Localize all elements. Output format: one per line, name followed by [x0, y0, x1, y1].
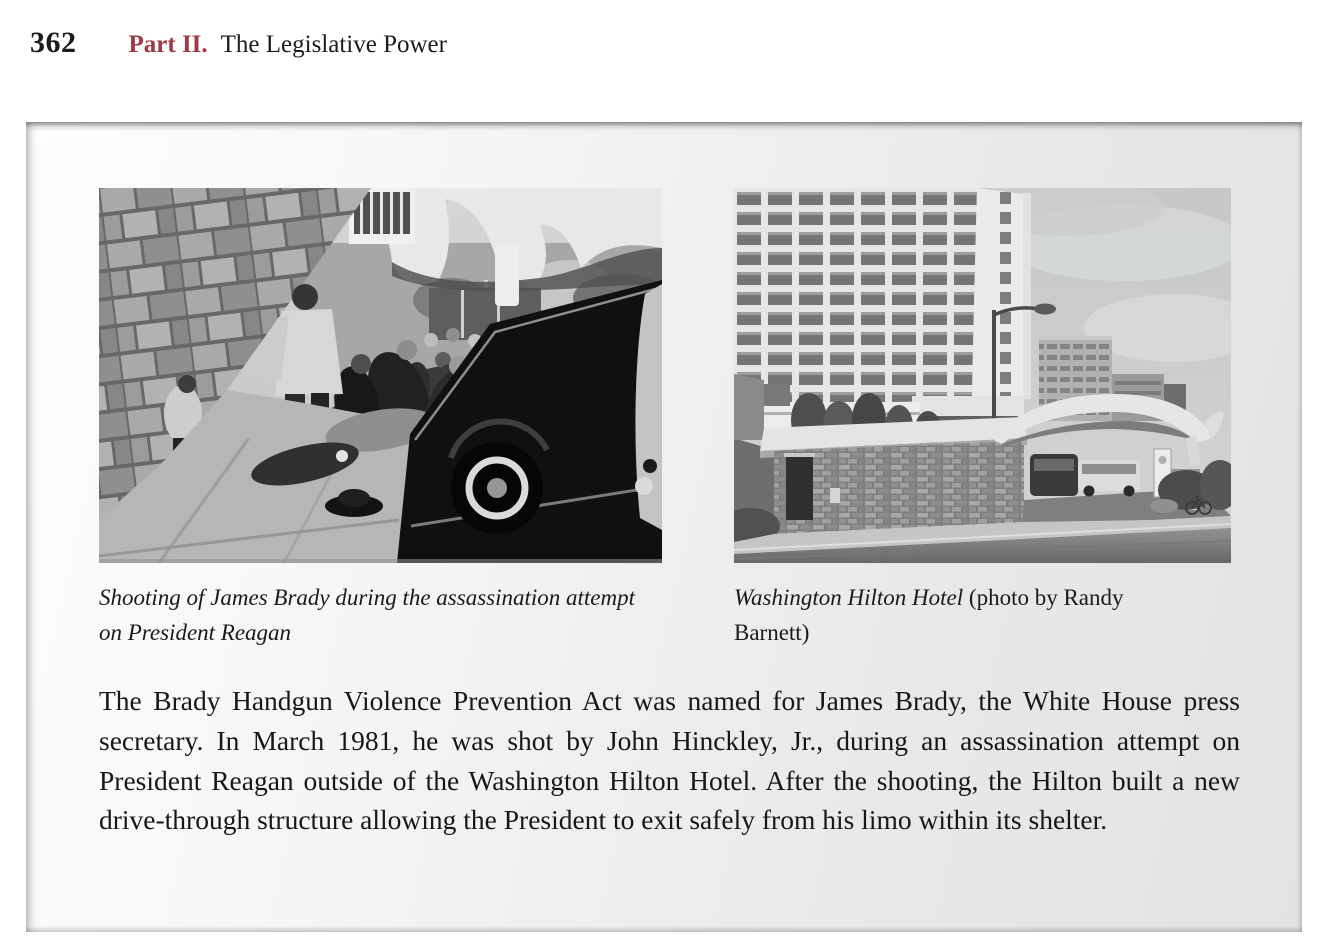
figure-brady-shooting — [99, 188, 662, 650]
box-top-edge — [26, 122, 1302, 131]
page-number: 362 — [30, 26, 77, 59]
caption-brady-italic: Shooting of James Brady during the assassination attempt on President Reagan — [99, 585, 636, 645]
box-bottom-edge — [26, 926, 1302, 932]
figure-hilton-hotel — [734, 188, 1231, 650]
photo-row — [99, 188, 1231, 650]
caption-brady-shooting — [99, 580, 644, 650]
part-title: The Legislative Power — [220, 31, 447, 58]
hotel-tower — [734, 188, 1031, 406]
photo-hilton-hotel — [734, 188, 1231, 563]
hilton-hotel-illustration — [734, 188, 1231, 563]
box-left-edge — [26, 122, 37, 932]
body-paragraph: The Brady Handgun Violence Prevention Act was named for James Brady, the White House press secretary. In March 1981, he was shot by John Hinckley, Jr., during an assassination attempt on President Reagan outside of the Washington Hilton Hotel. After the shooting, the Hilton built a new drive-through structure allowing the President to exit safely from his limo within its shelter. — [99, 685, 1240, 836]
feature-box — [26, 122, 1302, 932]
part-label: Part II. — [128, 31, 208, 58]
running-header — [30, 26, 447, 60]
caption-hilton-hotel — [734, 580, 1202, 650]
box-right-edge — [1297, 122, 1302, 932]
photo-brady-shooting — [99, 188, 662, 563]
brady-shooting-illustration — [99, 188, 662, 563]
photo-bottom-vignette — [99, 559, 662, 563]
caption-hilton-regular: (photo by Randy Barnett) — [734, 585, 1124, 645]
caption-hilton-italic: Washington Hilton Hotel — [734, 585, 964, 610]
